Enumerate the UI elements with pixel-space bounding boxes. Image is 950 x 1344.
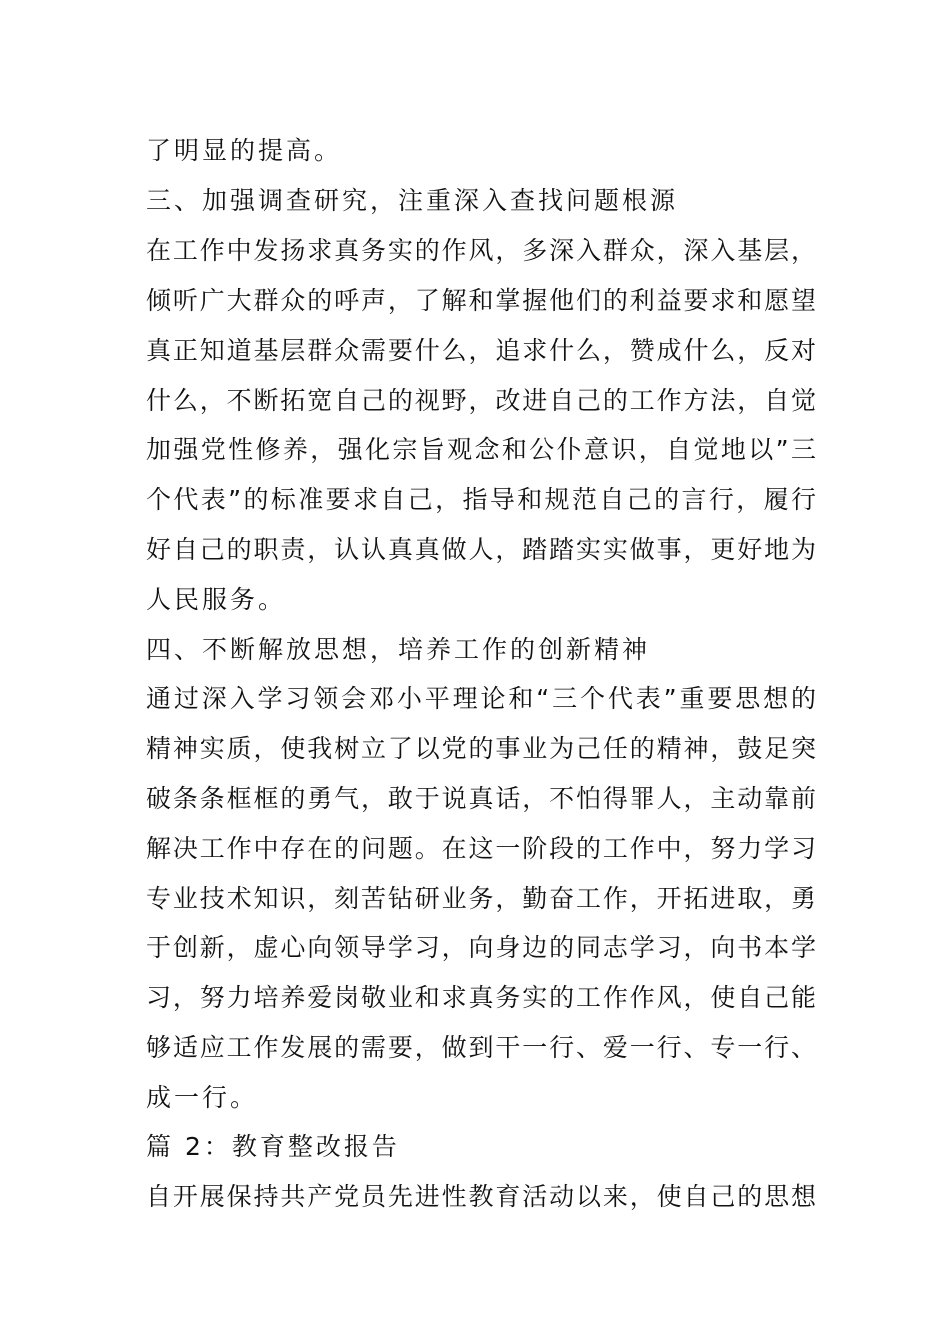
section-heading: 三、加强调查研究，注重深入查找问题根源 bbox=[146, 186, 679, 215]
text-line: 真正知道基层群众需要什么，追求什么，赞成什么，反对 bbox=[146, 336, 816, 365]
text-line: 成一行。 bbox=[146, 1083, 259, 1112]
text-line: 个代表”的标准要求自己，指导和规范自己的言行，履行 bbox=[146, 485, 816, 514]
text-line: 倾听广大群众的呼声，了解和掌握他们的利益要求和愿望 bbox=[146, 286, 816, 315]
text-line: 在工作中发扬求真务实的作风，多深入群众，深入基层， bbox=[146, 236, 816, 265]
text-line: 专业技术知识，刻苦钻研业务，勤奋工作，开拓进取，勇 bbox=[146, 884, 816, 913]
text-line: 加强党性修养，强化宗旨观念和公仆意识，自觉地以”三 bbox=[146, 435, 816, 464]
text-line: 于创新，虚心向领导学习，向身边的同志学习，向书本学 bbox=[146, 933, 816, 962]
text-line: 破条条框框的勇气，敢于说真话，不怕得罪人，主动靠前 bbox=[146, 784, 816, 813]
section-heading: 四、不断解放思想，培养工作的创新精神 bbox=[146, 635, 651, 664]
text-line: 精神实质，使我树立了以党的事业为己任的精神，鼓足突 bbox=[146, 734, 816, 763]
text-line: 人民服务。 bbox=[146, 585, 287, 614]
text-line: 习，努力培养爱岗敬业和求真务实的工作作风，使自己能 bbox=[146, 983, 816, 1012]
text-line: 够适应工作发展的需要，做到干一行、爱一行、专一行、 bbox=[146, 1033, 816, 1062]
text-line: 自开展保持共产党员先进性教育活动以来，使自己的思想 bbox=[146, 1182, 816, 1211]
text-line: 通过深入学习领会邓小平理论和“三个代表”重要思想的 bbox=[146, 684, 816, 713]
text-line: 什么，不断拓宽自己的视野，改进自己的工作方法，自觉 bbox=[146, 386, 816, 415]
text-line: 了明显的提高。 bbox=[146, 136, 343, 165]
document-title: 篇 2：教育整改报告 bbox=[146, 1132, 400, 1161]
text-line: 好自己的职责，认认真真做人，踏踏实实做事，更好地为 bbox=[146, 535, 816, 564]
text-line: 解决工作中存在的问题。在这一阶段的工作中，努力学习 bbox=[146, 834, 816, 863]
